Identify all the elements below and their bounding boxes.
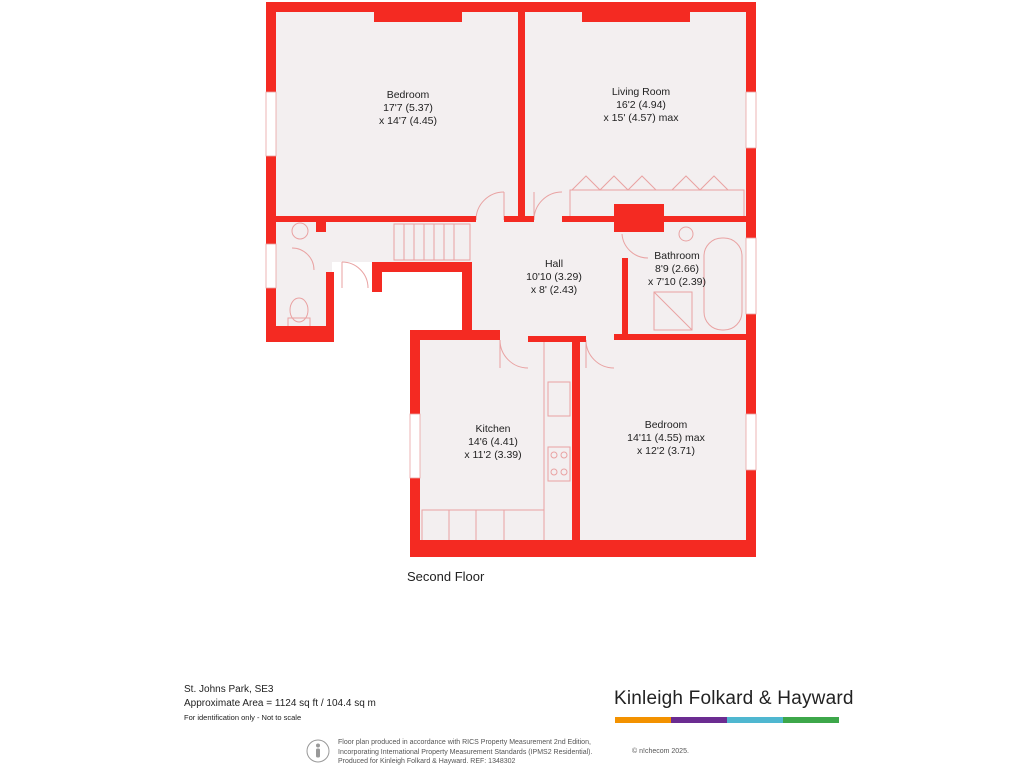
brand-name: Kinleigh Folkard & Hayward [614,688,854,709]
footer-line3: Produced for Kinleigh Folkard & Hayward. REF: 1348302 [338,758,516,765]
bathroom-dim1: 8'9 (2.66) [654,263,700,275]
bedroom1-dim1: 17'7 (5.37) [383,102,433,114]
footer-copyright: © n!checom 2025. [632,748,689,755]
hall-name: Hall [544,258,564,270]
brand-bar-orange [615,717,671,723]
living-dim1: 16'2 (4.94) [616,99,666,111]
brand-color-bar [615,717,839,723]
floor-title: Second Floor [407,569,485,584]
bedroom2-dim1: 14'11 (4.55) max [627,432,705,444]
footer-line1: Floor plan produced in accordance with RICS Property Measurement 2nd Edition, [338,739,591,746]
brand-bar-blue [727,717,783,723]
bathroom-name: Bathroom [654,250,700,262]
kitchen-dim1: 14'6 (4.41) [468,436,518,448]
kitchen-dim2: x 11'2 (3.39) [464,449,522,461]
bedroom1-dim2: x 14'7 (4.45) [378,115,438,127]
brand-bar-green [783,717,839,723]
address-block [184,683,376,725]
address-line: St. Johns Park, SE3 [184,684,274,695]
bedroom2-name: Bedroom [644,419,688,431]
bathroom-dim2: x 7'10 (2.39) [647,276,707,288]
bedroom2-dim2: x 12'2 (3.71) [636,445,696,457]
bedroom1-name: Bedroom [386,89,430,101]
footer-line2: Incorporating International Property Measurement Standards (IPMS2 Residential). [338,748,593,756]
living-dim2: x 15' (4.57) max [603,112,679,124]
disclaimer-line: For identification only - Not to scale [184,713,302,722]
hall-dim1: 10'10 (3.29) [526,271,582,283]
area-line: Approximate Area = 1124 sq ft / 104.4 sq m [184,698,376,709]
footer-text [338,738,592,767]
living-name: Living Room [611,86,671,98]
hall-dim2: x 8' (2.43) [530,284,578,296]
person-scale-icon [306,739,330,763]
brand-bar-purple [671,717,727,723]
kitchen-name: Kitchen [475,423,511,435]
